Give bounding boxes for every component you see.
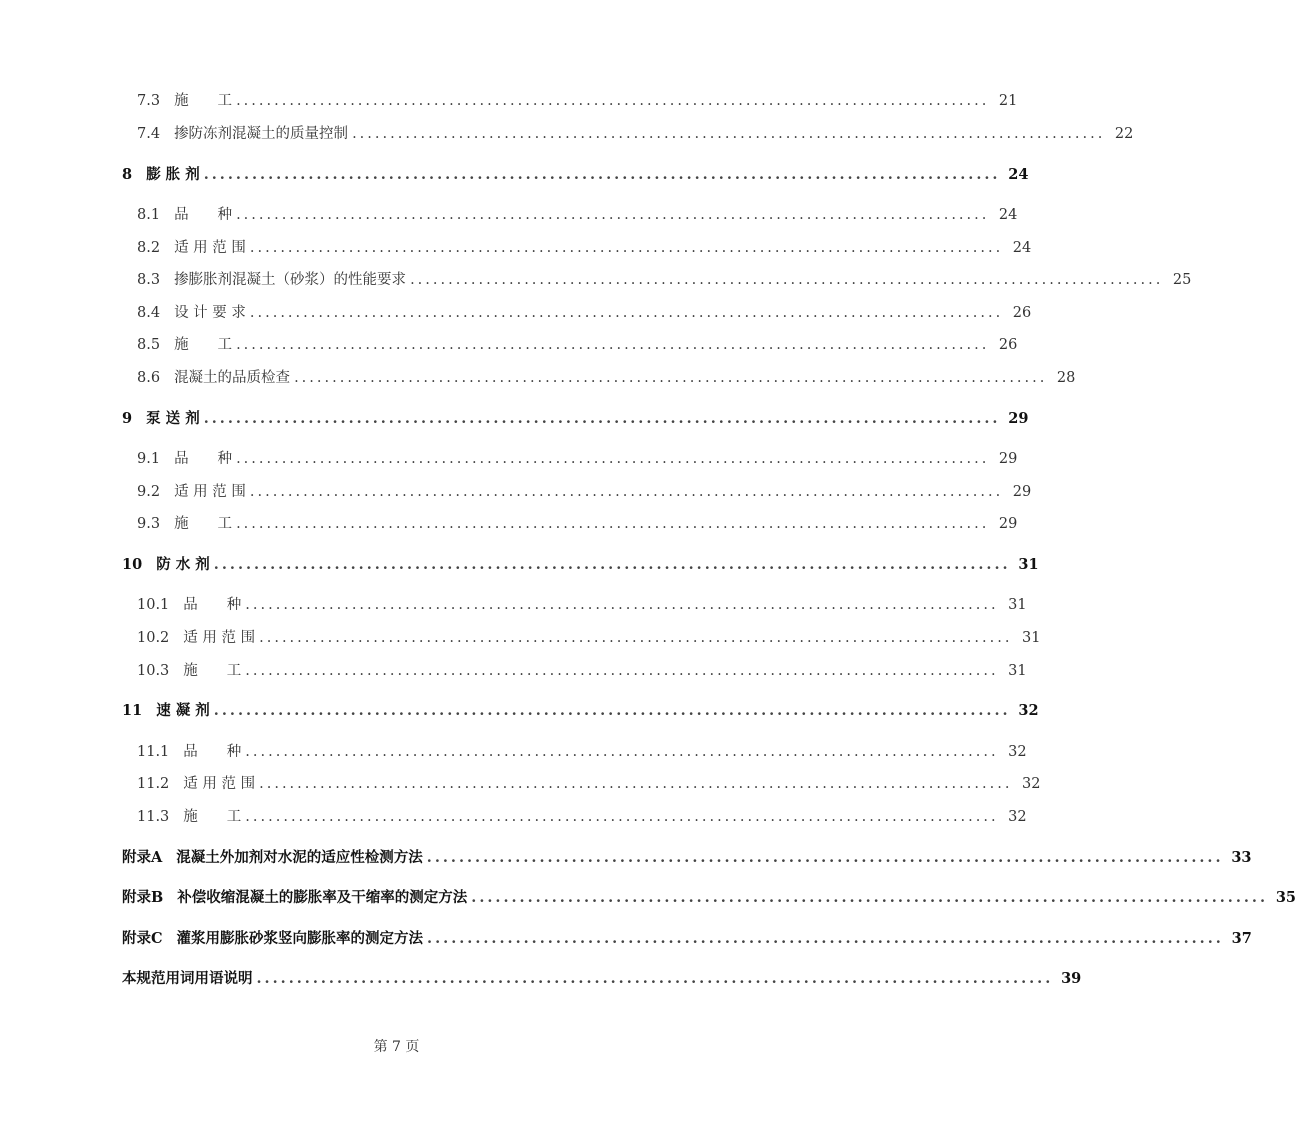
dot-leader: ................................................................................................... [256,970,1054,987]
toc-number: 11.2 [137,776,170,792]
toc-title: 施 工 [183,809,242,825]
toc-page: 39 [1061,970,1082,987]
toc-page: 32 [1008,744,1027,760]
dot-leader: ................................................................................................... [245,663,999,679]
toc-page: 29 [998,451,1018,467]
toc-page: 32 [1008,809,1027,825]
toc-title: 适 用 范 围 [174,240,246,256]
dot-leader: ................................................................................................... [213,702,1011,719]
toc-entry-8-2[interactable] [0,237,1032,259]
toc-title: 设 计 要 求 [174,305,246,321]
dot-leader: ................................................................................................... [410,272,1164,288]
toc-number: 9.2 [137,484,161,500]
toc-entry-11-3[interactable] [0,806,1027,828]
toc-page: 35 [1275,889,1296,906]
dot-leader: ................................................................................................... [203,410,1001,427]
toc-number: 7.3 [137,93,161,109]
toc-entry-appendix-a[interactable] [0,847,1252,869]
dot-leader: ................................................................................................... [249,484,1004,500]
dot-leader: ................................................................................................... [245,744,999,760]
toc-title: 施 工 [183,663,242,679]
toc-title: 适 用 范 围 [174,484,246,500]
toc-entry-7-4[interactable] [0,123,1134,145]
toc-number: 10.2 [137,630,170,646]
toc-number: 11.3 [137,809,170,825]
toc-title: 膨 胀 剂 [146,166,200,183]
toc-entry-11[interactable] [0,700,1039,722]
toc-entry-appendix-b[interactable] [0,887,1296,909]
toc-title: 混凝土外加剂对水泥的适应性检测方法 [176,849,423,866]
toc-entry-10-2[interactable] [0,627,1041,649]
toc-number: 附录B [122,889,164,906]
toc-title: 速 凝 剂 [156,702,210,719]
toc-title: 品 种 [174,207,233,223]
toc-number: 9.3 [137,516,161,532]
toc-title: 灌浆用膨胀砂浆竖向膨胀率的测定方法 [176,930,424,947]
dot-leader: ................................................................................................... [236,93,990,109]
toc-title: 品 种 [174,451,233,467]
dot-leader: ................................................................................................... [245,809,999,825]
toc-page: 37 [1231,930,1252,947]
toc-page: 29 [1012,484,1032,500]
toc-entry-11-1[interactable] [0,741,1027,763]
dot-leader: ................................................................................................... [294,370,1048,386]
toc-page: 32 [1021,776,1041,792]
toc-title: 掺膨胀剂混凝土（砂浆）的性能要求 [174,272,407,288]
toc-page: 32 [1018,702,1039,719]
toc-entry-7-3[interactable] [0,90,1018,112]
toc-title: 品 种 [183,744,242,760]
toc-number: 8.2 [137,240,161,256]
toc-entry-9-2[interactable] [0,481,1032,503]
page-number-footer: 第 7 页 [373,1039,420,1055]
toc-title: 防 水 剂 [156,556,210,573]
toc-entry-8-4[interactable] [0,302,1032,324]
dot-leader: ................................................................................................... [236,207,990,223]
toc-entry-8-5[interactable] [0,334,1018,356]
toc-page: 31 [1021,630,1041,646]
dot-leader: ................................................................................................... [236,337,990,353]
toc-entry-8[interactable] [0,164,1029,186]
toc-entry-10-3[interactable] [0,660,1027,682]
toc-title: 掺防冻剂混凝土的质量控制 [174,126,349,142]
toc-number: 附录A [122,849,163,866]
toc-title: 品 种 [183,597,242,613]
toc-number: 附录C [122,930,163,947]
toc-title: 施 工 [174,516,233,532]
toc-page: 33 [1231,849,1252,866]
dot-leader: ................................................................................................... [259,630,1013,646]
toc-page: 31 [1008,597,1027,613]
toc-page: 25 [1172,272,1192,288]
toc-entry-9[interactable] [0,408,1029,430]
toc-entry-8-6[interactable] [0,367,1076,389]
toc-page: 24 [998,207,1018,223]
toc-number: 8 [122,166,133,183]
toc-entry-8-1[interactable] [0,204,1018,226]
toc-title: 泵 送 剂 [146,410,200,427]
toc-page: 31 [1008,663,1027,679]
toc-number: 11 [122,702,143,719]
dot-leader: ................................................................................................... [213,556,1011,573]
toc-page: 29 [1008,410,1029,427]
toc-number: 8.4 [137,305,161,321]
dot-leader: ................................................................................................... [236,451,990,467]
toc-title: 适 用 范 围 [183,630,256,646]
toc-page: 26 [1012,305,1032,321]
toc-entry-terminology[interactable] [0,968,1082,990]
toc-page: 24 [1008,166,1029,183]
toc-number: 8.6 [137,370,161,386]
toc-page: 28 [1056,370,1076,386]
toc-entry-10[interactable] [0,554,1039,576]
toc-page: 21 [998,93,1018,109]
dot-leader: ................................................................................................... [352,126,1106,142]
toc-number: 10 [122,556,143,573]
dot-leader: ................................................................................................... [259,776,1013,792]
toc-title: 混凝土的品质检查 [174,370,291,386]
toc-entry-10-1[interactable] [0,594,1027,616]
toc-number: 8.5 [137,337,161,353]
toc-number: 9.1 [137,451,161,467]
dot-leader: ................................................................................................... [249,305,1004,321]
toc-page: 31 [1018,556,1039,573]
dot-leader: ................................................................................................... [203,166,1001,183]
toc-number: 10.3 [137,663,170,679]
toc-number: 10.1 [137,597,170,613]
toc-entry-11-2[interactable] [0,773,1041,795]
toc-title: 施 工 [174,337,233,353]
dot-leader: ................................................................................................... [245,597,999,613]
toc-title: 本规范用词用语说明 [122,970,253,987]
toc-number: 7.4 [137,126,161,142]
toc-page: 22 [1114,126,1134,142]
dot-leader: ................................................................................................... [249,240,1004,256]
toc-title: 适 用 范 围 [183,776,256,792]
toc-title: 施 工 [174,93,233,109]
toc-title: 补偿收缩混凝土的膨胀率及干缩率的测定方法 [177,889,468,906]
dot-leader: ................................................................................................... [236,516,990,532]
toc-entry-9-3[interactable] [0,513,1018,535]
toc-entry-8-3[interactable] [0,269,1192,291]
toc-number: 9 [122,410,133,427]
dot-leader: ................................................................................................... [471,889,1269,906]
toc-entry-9-1[interactable] [0,448,1018,470]
toc-page: 29 [998,516,1018,532]
toc-number: 11.1 [137,744,170,760]
toc-page: 24 [1012,240,1032,256]
toc-page: 26 [998,337,1018,353]
toc-number: 8.1 [137,207,161,223]
dot-leader: ................................................................................................... [426,849,1224,866]
dot-leader: ................................................................................................... [427,930,1224,947]
toc-number: 8.3 [137,272,161,288]
toc-entry-appendix-c[interactable] [0,928,1252,950]
